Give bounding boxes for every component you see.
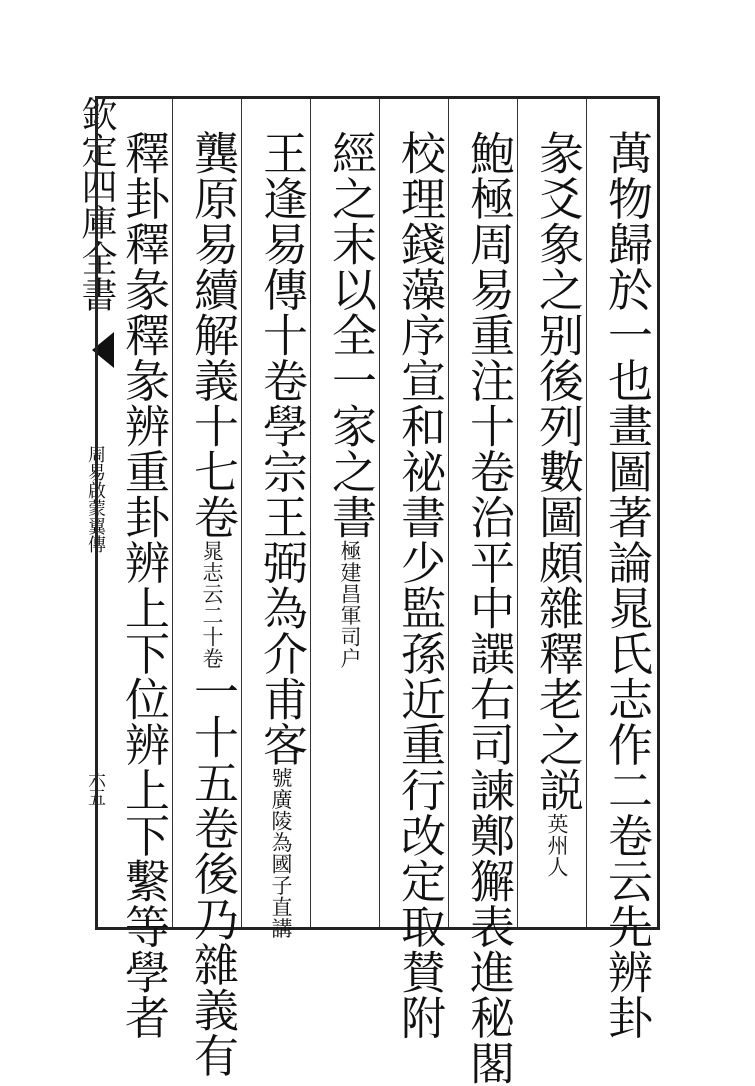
column-text: 釋卦釋彖釋彖辨重卦辨上下位辨上下繫等學者: [117, 130, 170, 1040]
page-number: 六五: [85, 770, 106, 806]
annotation-left: 國子直講: [269, 853, 293, 939]
annotation: [529, 813, 585, 878]
text-column-8: [115, 130, 171, 1040]
column-rule: [448, 99, 449, 927]
collection-title: 欽定四庫全書: [76, 96, 117, 312]
text-column-6: [253, 130, 309, 939]
text-column-3: [460, 130, 516, 1086]
annotation: [322, 540, 378, 669]
column-text: 經之末以全一家之書: [324, 130, 377, 540]
annotation-left: 人: [545, 855, 569, 877]
annotation-right: 極建昌: [338, 539, 362, 604]
column-rule: [172, 99, 173, 927]
text-column-5: [322, 130, 378, 669]
column-rule: [586, 99, 587, 927]
column-text: 王逢易傳十卷學宗王弼為介甫客: [255, 130, 308, 767]
annotation-right: 號廣陵為: [269, 767, 293, 853]
column-text: 龔原易續解義十七卷: [186, 130, 239, 540]
column-text: 彖爻象之别後列數圖頗雜釋老之説: [531, 130, 584, 813]
annotation-left: 二十卷: [200, 604, 224, 669]
annotation: [184, 540, 240, 669]
column-rule: [379, 99, 380, 927]
column-text: 鮑極周易重注十卷治平中譔右司諫鄭獬表進秘閣: [462, 130, 515, 1086]
column-rule: [517, 99, 518, 927]
column-rule: [310, 99, 311, 927]
annotation-right: 晁志云: [200, 539, 224, 604]
annotation-left: 軍司户: [338, 604, 362, 669]
text-column-4: [391, 130, 447, 1040]
annotation: [253, 767, 309, 939]
column-rule: [241, 99, 242, 927]
text-column-7: [184, 130, 240, 1078]
book-title: 周易啟蒙翼傳: [85, 445, 106, 553]
annotation-right: 英州: [545, 812, 569, 856]
text-column-2: [529, 130, 585, 877]
text-column-1: [598, 130, 654, 1040]
column-text: 萬物歸於一也畫圖著論晁氏志作二卷云先辨卦: [600, 130, 653, 1040]
column-text: 校理錢藻序宣和祕書少監孫近重行改定取賛附: [393, 130, 446, 1040]
column-text-continued: 一十五卷後乃雜義有: [186, 668, 239, 1078]
